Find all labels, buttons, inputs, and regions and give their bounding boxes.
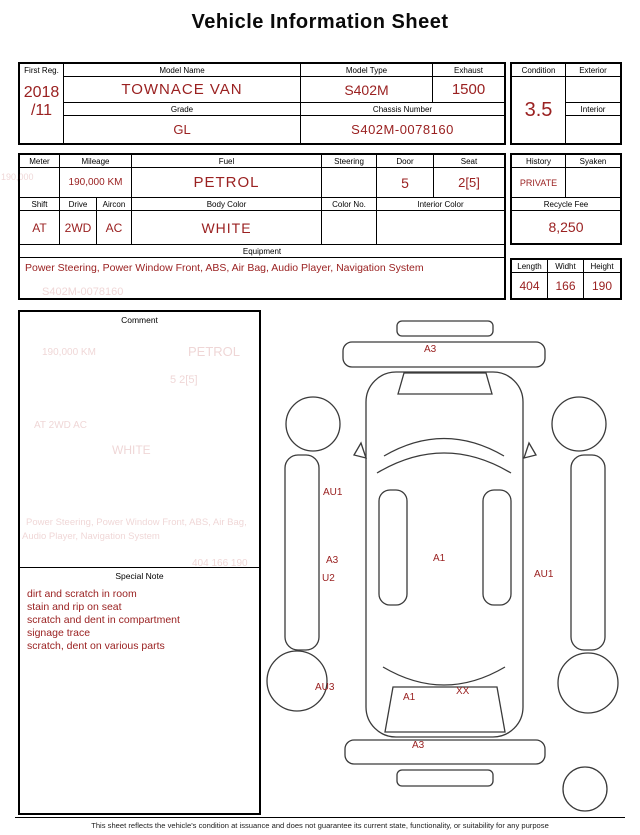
interior-color-value <box>377 211 504 245</box>
left-side-panel <box>285 455 319 650</box>
history-box <box>510 153 622 245</box>
ghost-mileage: 190,000 KM <box>42 347 96 358</box>
grade-value: GL <box>64 116 301 143</box>
steering-label: Steering <box>322 155 377 168</box>
model-type-value: S402M <box>301 77 433 103</box>
ghost-dimensions: 404 166 190 <box>192 558 248 569</box>
left-door-opening <box>379 490 407 605</box>
ghost-door-seat: 5 2[5] <box>170 374 198 386</box>
ghost-shift-drive: AT 2WD AC <box>34 420 87 431</box>
drive-label: Drive <box>60 198 97 211</box>
steering-value <box>322 168 377 198</box>
seat-value: 2[5] <box>434 168 504 198</box>
special-note-divider <box>20 567 259 568</box>
damage-code-left-front: AU1 <box>323 487 343 498</box>
exterior-label: Exterior <box>566 64 620 77</box>
chassis-number-value: S402M-0078160 <box>351 122 454 137</box>
body-color-value: WHITE <box>132 211 322 245</box>
special-note-line: stain and rip on seat <box>27 601 122 613</box>
footer-disclaimer: This sheet reflects the vehicle's condition at issuance and does not guarantee its current state, functionality, or suitability for any purpose <box>91 821 549 830</box>
ghost-color: WHITE <box>112 443 151 457</box>
special-note-line: signage trace <box>27 627 91 639</box>
special-note-line: scratch, dent on various parts <box>27 640 165 652</box>
first-reg-month: /11 <box>30 102 53 119</box>
special-note-list <box>27 588 255 653</box>
ghost-meter: 190,000 <box>1 172 34 182</box>
first-reg-label: First Reg. <box>24 66 59 75</box>
comment-box <box>18 310 261 815</box>
fuel-label: Fuel <box>132 155 322 168</box>
special-note-line: dirt and scratch in room <box>27 588 137 600</box>
meter-label: Meter <box>20 155 60 168</box>
equipment-value: Power Steering, Power Window Front, ABS, Air Bag, Audio Player, Navigation System <box>25 262 424 274</box>
first-reg-year: 2018 <box>23 84 60 101</box>
drive-value: 2WD <box>60 211 97 245</box>
color-no-value <box>322 211 377 245</box>
ghost-equipment-1: Power Steering, Power Window Front, ABS, Air Bag, <box>26 517 247 528</box>
rear-left-wheel <box>267 651 327 711</box>
special-note-label: Special Note <box>115 571 164 581</box>
dimensions-box <box>510 258 622 300</box>
mileage-value: 190,000 KM <box>60 168 132 198</box>
interior-color-label: Interior Color <box>377 198 504 211</box>
shift-value: AT <box>20 211 60 245</box>
exhaust-value: 1500 <box>433 77 504 103</box>
model-info-box <box>18 62 506 145</box>
interior-label: Interior <box>566 103 620 116</box>
windshield-line <box>377 453 511 473</box>
front-grille-strip <box>397 321 493 336</box>
spare-tire <box>563 767 607 811</box>
length-value: 404 <box>512 273 548 298</box>
door-label: Door <box>377 155 434 168</box>
height-label: Height <box>584 260 620 273</box>
condition-label: Condition <box>512 64 566 77</box>
front-left-wheel <box>286 397 340 451</box>
color-no-label: Color No. <box>322 198 377 211</box>
right-side-panel <box>571 455 605 650</box>
length-label: Length <box>512 260 548 273</box>
damage-code-right-au1: AU1 <box>534 569 554 580</box>
front-right-wheel <box>552 397 606 451</box>
damage-code-center-a1: A1 <box>433 553 446 564</box>
front-bumper <box>343 342 545 367</box>
chassis-number-label: Chassis Number <box>301 103 504 116</box>
comment-label: Comment <box>121 315 158 325</box>
car-diagram <box>265 315 630 815</box>
fuel-value: PETROL <box>132 168 322 198</box>
body-color-label: Body Color <box>132 198 322 211</box>
exhaust-label: Exhaust <box>433 64 504 77</box>
right-door-opening <box>483 490 511 605</box>
grade-label: Grade <box>64 103 301 116</box>
recycle-fee-value: 8,250 <box>548 219 584 235</box>
damage-code-rear-bumper-a3: A3 <box>412 740 425 751</box>
specs-box <box>18 153 506 300</box>
rear-bumper <box>345 740 545 764</box>
right-mirror <box>524 443 536 458</box>
damage-code-left-u2: U2 <box>322 573 335 584</box>
width-value: 166 <box>548 273 584 298</box>
model-name-label: Model Name <box>64 64 301 77</box>
damage-code-rear-a1: A1 <box>403 692 416 703</box>
ghost-equipment-2: Audio Player, Navigation System <box>22 531 160 542</box>
left-mirror <box>354 443 366 458</box>
shift-label: Shift <box>20 198 60 211</box>
rear-window-line <box>383 667 505 685</box>
first-reg-cell <box>20 64 64 143</box>
footer-divider <box>15 817 625 818</box>
page-title: Vehicle Information Sheet <box>191 11 449 33</box>
syaken-label: Syaken <box>566 155 620 168</box>
mileage-label: Mileage <box>60 155 132 168</box>
condition-score: 3.5 <box>512 77 566 143</box>
damage-code-left-rear-au3: AU3 <box>315 682 335 693</box>
equipment-label: Equipment <box>20 245 504 258</box>
syaken-value <box>566 168 620 198</box>
door-value: 5 <box>377 168 434 198</box>
interior-value <box>566 116 620 143</box>
condition-box <box>510 62 622 145</box>
damage-code-front-bumper: A3 <box>424 344 437 355</box>
history-value: PRIVATE <box>512 168 566 198</box>
recycle-fee-label: Recycle Fee <box>512 198 620 211</box>
damage-code-rear-xx: XX <box>456 686 470 697</box>
seat-label: Seat <box>434 155 504 168</box>
hood-panel <box>398 373 492 394</box>
exterior-value <box>566 77 620 103</box>
aircon-value: AC <box>97 211 132 245</box>
model-name-value: TOWNACE VAN <box>64 77 301 103</box>
model-type-label: Model Type <box>301 64 433 77</box>
height-value: 190 <box>591 278 613 293</box>
rear-lower-strip <box>397 770 493 786</box>
aircon-label: Aircon <box>97 198 132 211</box>
rear-right-wheel <box>558 653 618 713</box>
ghost-fuel: PETROL <box>188 344 241 359</box>
history-label: History <box>512 155 566 168</box>
special-note-line: scratch and dent in compartment <box>27 614 180 626</box>
width-label: Widht <box>548 260 584 273</box>
damage-code-left-a3: A3 <box>326 555 339 566</box>
ghost-chassis: S402M-0078160 <box>42 286 124 298</box>
